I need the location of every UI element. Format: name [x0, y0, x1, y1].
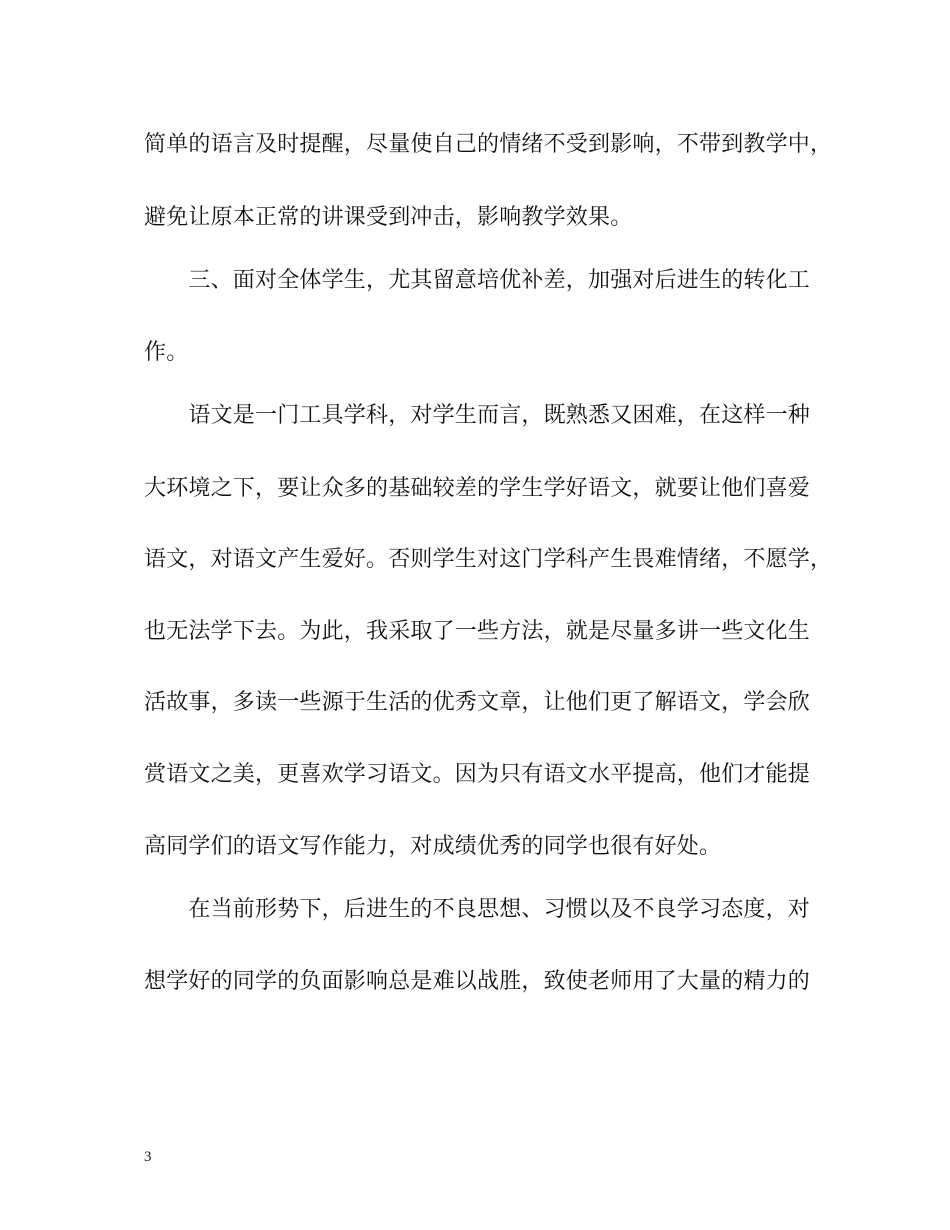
page-number: 3	[144, 1149, 152, 1165]
text-line: 三、面对全体学生，尤其留意培优补差，加强对后进生的转化工	[144, 268, 811, 293]
text-line: 大环境之下，要让众多的基础较差的学生学好语文，就要让他们喜爱	[144, 476, 811, 501]
text-line: 避免让原本正常的讲课受到冲击，影响教学效果。	[144, 205, 633, 230]
text-line: 语文，对语文产生爱好。否则学生对这门学科产生畏难情绪，不愿学，	[144, 547, 833, 572]
text-line: 想学好的同学的负面影响总是难以战胜，致使老师用了大量的精力的	[144, 969, 811, 994]
text-line: 简单的语言及时提醒，尽量使自己的情绪不受到影响，不带到教学中，	[144, 132, 833, 157]
text-line: 高同学们的语文写作能力，对成绩优秀的同学也很有好处。	[144, 834, 722, 859]
text-line: 也无法学下去。为此，我采取了一些方法，就是尽量多讲一些文化生	[144, 619, 811, 644]
text-line: 在当前形势下，后进生的不良思想、习惯以及不良学习态度，对	[144, 897, 811, 922]
text-line: 语文是一门工具学科，对学生而言，既熟悉又困难，在这样一种	[144, 403, 811, 428]
text-line: 作。	[144, 340, 189, 365]
text-line: 活故事，多读一些源于生活的优秀文章，让他们更了解语文，学会欣	[144, 690, 811, 715]
text-line: 赏语文之美，更喜欢学习语文。因为只有语文水平提高，他们才能提	[144, 762, 811, 787]
